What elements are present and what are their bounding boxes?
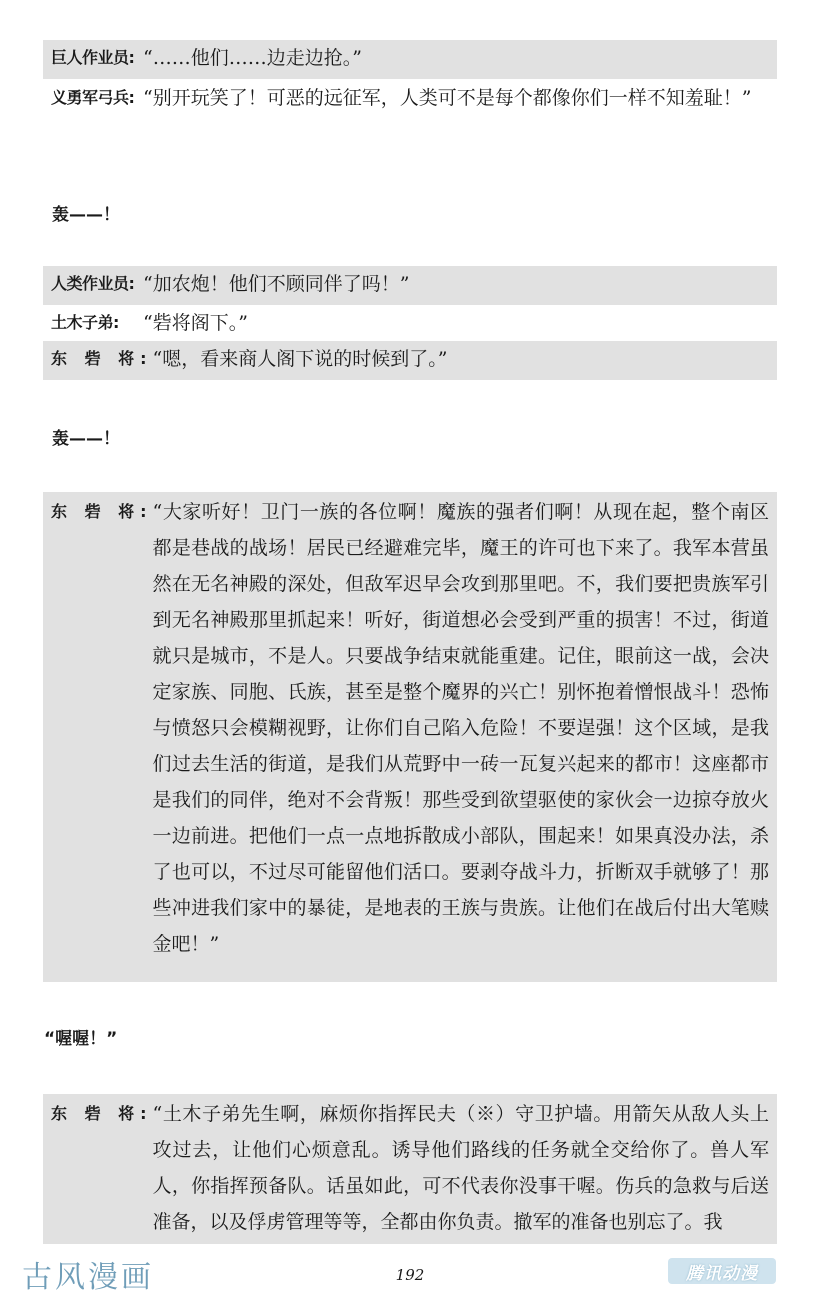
dialogue-row [43, 305, 777, 341]
speaker-name: 人类作业员: [51, 274, 135, 293]
dialogue-row [43, 1094, 777, 1244]
dialogue-text: “土木子弟先生啊，麻烦你指挥民夫（※）守卫护墙。用箭矢从敌人头上攻过去，让他们心烦意乱。诱导他们路线的任务就全交给你了。兽人军人，你指挥预备队。话虽如此，可不代表你没事干喔。伤兵的急救与后送准备，以及俘虏管理等等，全都由你负责。撤军的准备也别忘了。我 [152, 1103, 769, 1233]
speaker-name: 东 砦 将: [51, 1104, 153, 1123]
dialogue-row [43, 80, 777, 116]
speaker-name: 土木子弟: [51, 313, 119, 332]
watermark-logo: 腾讯动漫 [668, 1258, 776, 1284]
dialogue-text: “加农炮！他们不顾同伴了吗！” [143, 273, 410, 295]
sound-effect: 轰——！ [52, 205, 120, 225]
sound-effect: “喔喔！” [44, 1029, 118, 1049]
speaker-name: 东 砦 将: [51, 502, 153, 521]
speaker-name: 东 砦 将: [51, 349, 153, 368]
speaker-name: 义勇军弓兵: [51, 88, 135, 107]
speaker-name: 巨人作业员: [51, 48, 135, 67]
dialogue-text: “嗯，看来商人阁下说的时候到了。” [152, 348, 448, 370]
sound-effect: 轰——！ [52, 429, 120, 449]
watermark-logo: 古风漫画 [22, 1260, 154, 1295]
dialogue-text: “大家听好！卫门一族的各位啊！魔族的强者们啊！从现在起，整个南区都是巷战的战场！居民已经避难完毕，魔王的许可也下来了。我军本营虽然在无名神殿的深处，但敌军迟早会攻到那里吧。不，我们要把贵族军引到无名神殿那里抓起来！听好，街道想必会受到严重的损害！不过，街道就只是城市，不是人。只要战争结束就能重建。记住，眼前这一战，会决定家族、同胞、氏族，甚至是整个魔界的兴亡！别怀抱着憎恨战斗！恐怖与愤怒只会模糊视野，让你们自己陷入危险！不要逞强！这个区域，是我们过去生活的街道，是我们从荒野中一砖一瓦复兴起来的都市！这座都市是我们的同伴，绝对不会背叛！那些受到欲望驱使的家伙会一边掠夺放火一边前进。把他们一点一点地拆散成小部队，围起来！如果真没办法，杀了也可以，不过尽可能留他们活口。要剥夺战斗力，折断双手就够了！那些冲进我们家中的暴徒，是地表的王族与贵族。让他们在战后付出大笔赎金吧！” [152, 501, 769, 955]
dialogue-row [43, 492, 777, 982]
dialogue-row [43, 40, 777, 79]
dialogue-text: “别开玩笑了！可恶的远征军，人类可不是每个都像你们一样不知羞耻！” [143, 87, 752, 109]
page-number: 192 [395, 1266, 425, 1284]
dialogue-text: “砦将阁下。” [143, 312, 248, 334]
dialogue-text: “……他们……边走边抢。” [143, 47, 362, 69]
dialogue-row [43, 341, 777, 380]
dialogue-row [43, 266, 777, 305]
